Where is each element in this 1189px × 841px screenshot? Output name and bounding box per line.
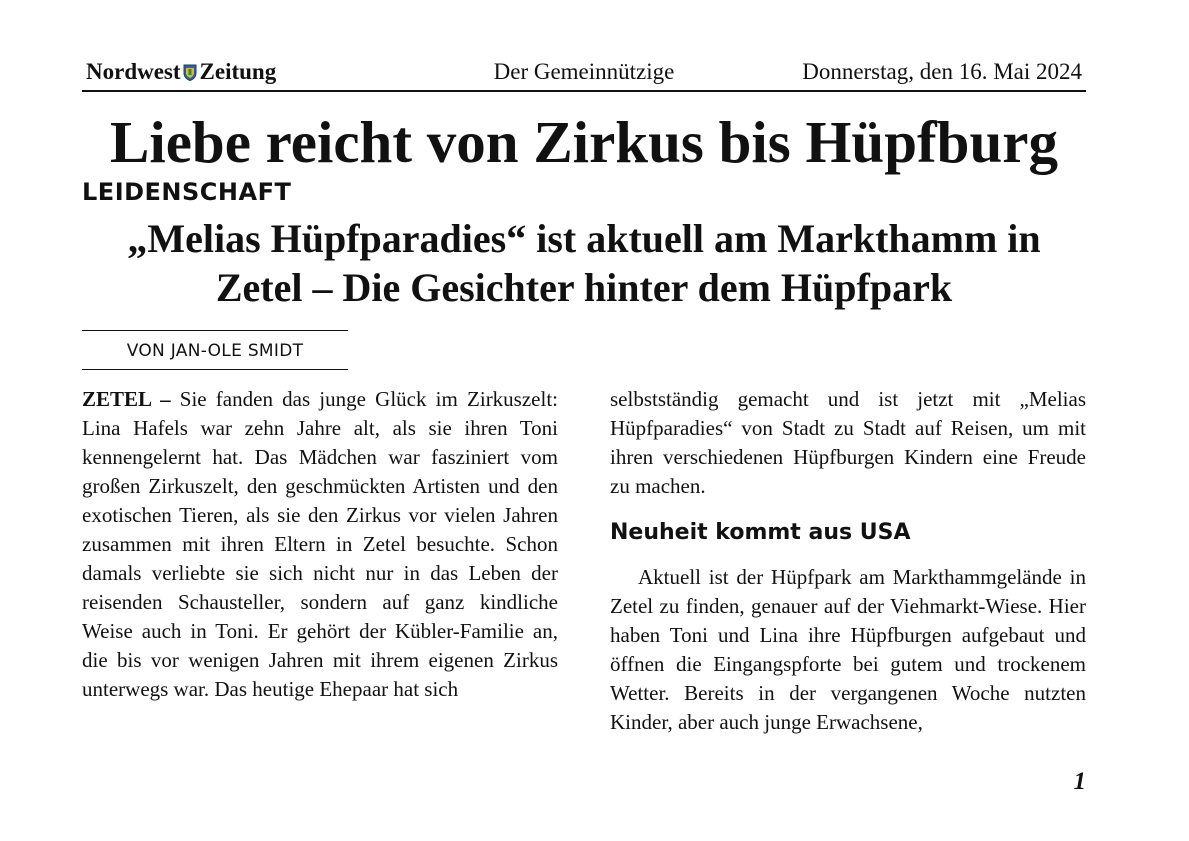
masthead	[82, 58, 1086, 86]
byline-divider-bottom	[82, 369, 348, 370]
byline-divider-top	[82, 330, 348, 331]
article-dateline: ZETEL –	[82, 387, 171, 411]
section-name: Der Gemeinnützige	[493, 59, 675, 84]
lead-paragraph	[82, 385, 558, 704]
newspaper-name-part2: Zeitung	[199, 59, 277, 84]
page-number: 1	[1073, 768, 1086, 795]
issue-date: Donnerstag, den 16. Mai 2024	[802, 59, 1082, 84]
article-column-left	[82, 385, 558, 704]
article-byline: VON JAN-OLE SMIDT	[126, 341, 304, 361]
article-headline: Liebe reicht von Zirkus bis Hüpfburg	[109, 109, 1058, 175]
lead-text: Sie fanden das junge Glück im Zirkuszelt: Lina Hafels war zehn Jahre alt, als sie ihren Toni kennengelernt hat. Das Mädchen war fasziniert vom großen Zirkuszelt, den geschmückten Artisten und den exotischen Tieren, als sie den Zirkus vor vielen Jahren zusammen mit ihren Eltern in Zetel besuchte. Schon damals verliebte sie sich nicht nur in das Leben der reisenden Schausteller, sondern auf ganz kindliche Weise auch in Toni. Er gehört der Kübler-Familie an, die bis vor wenigen Jahren mit ihrem eigenen Zirkus unterwegs war. Das heutige Ehepaar hat sich	[82, 387, 558, 701]
article-column-right	[610, 385, 1086, 737]
article-subheadline: „Melias Hüpfparadies“ ist aktuell am Markthamm in Zetel – Die Gesichter hinter dem Hüpfpark	[127, 216, 1041, 310]
newspaper-page	[82, 0, 1086, 841]
masthead-divider	[82, 90, 1086, 92]
newspaper-name-part1: Nordwest	[86, 59, 181, 84]
continued-paragraph: selbstständig gemacht und ist jetzt mit „Melias Hüpfparadies“ von Stadt zu Stadt auf Reisen, um mit ihren verschiedenen Hüpfburgen Kindern eine Freude zu machen.	[610, 387, 1086, 498]
article-kicker: LEIDENSCHAFT	[82, 178, 292, 206]
article-subhead: Neuheit kommt aus USA	[610, 520, 911, 545]
section2-paragraph: Aktuell ist der Hüpfpark am Markthammgelände in Zetel zu finden, genauer auf der Viehmarkt-Wiese. Hier haben Toni und Lina ihre Hüpfburgen aufgebaut und öffnen die Eingangspforte bei gutem und trockenem Wetter. Bereits in der vergangenen Woche nutzten Kinder, aber auch junge Erwachsene,	[610, 565, 1086, 734]
